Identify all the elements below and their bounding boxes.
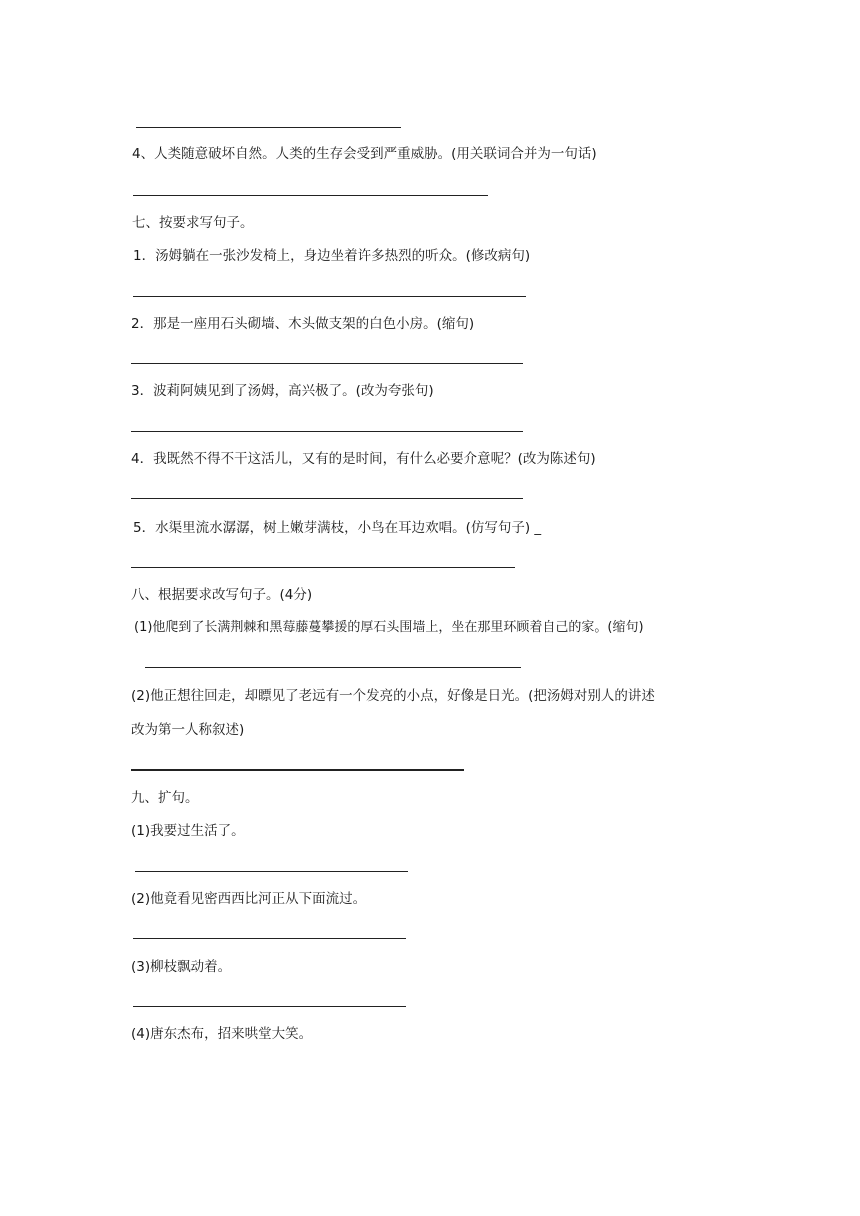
question-9-4: (4)唐东杰布，招来哄堂大笑。	[131, 1026, 313, 1042]
question-9-1: (1)我要过生活了。	[131, 823, 245, 839]
section-7-heading: 七、按要求写句子。	[132, 215, 254, 231]
answer-line	[133, 1006, 406, 1007]
question-7-1: 1．汤姆躺在一张沙发椅上，身边坐着许多热烈的听众。(修改病句)	[133, 248, 531, 264]
answer-line	[131, 431, 523, 432]
section-9-heading: 九、扩句。	[131, 790, 199, 806]
answer-line	[131, 567, 515, 568]
answer-line	[131, 363, 523, 364]
answer-line	[133, 296, 526, 297]
question-7-2: 2．那是一座用石头砌墙、木头做支架的白色小房。(缩句)	[131, 316, 475, 332]
question-4-merge: 4、人类随意破坏自然。人类的生存会受到严重威胁。(用关联词合并为一句话)	[132, 146, 597, 162]
answer-line	[135, 871, 408, 872]
answer-line	[145, 667, 521, 668]
question-7-4: 4．我既然不得不干这活儿，又有的是时间，有什么必要介意呢？(改为陈述句)	[131, 451, 596, 467]
answer-line	[136, 127, 401, 128]
question-9-2: (2)他竟看见密西西比河正从下面流过。	[131, 891, 367, 907]
answer-line	[133, 938, 406, 939]
question-9-3: (3)柳枝飘动着。	[131, 959, 232, 975]
question-7-3: 3．波莉阿姨见到了汤姆，高兴极了。(改为夸张句)	[131, 383, 434, 399]
question-8-2-cont: 改为第一人称叙述)	[131, 722, 245, 738]
question-7-5: 5．水渠里流水潺潺，树上嫩芽满枝，小鸟在耳边欢唱。(仿写句子) _	[133, 520, 542, 536]
question-8-2: (2)他正想往回走，却瞟见了老远有一个发亮的小点，好像是日光。(把汤姆对别人的讲述	[131, 688, 655, 704]
answer-line	[131, 498, 523, 499]
section-8-heading: 八、根据要求改写句子。(4分)	[131, 587, 313, 603]
answer-line	[131, 769, 464, 771]
answer-line	[133, 195, 488, 196]
question-8-1: (1)他爬到了长满荆棘和黑莓藤蔓攀援的厚石头围墙上，坐在那里环顾着自己的家。(缩句)	[134, 620, 644, 635]
